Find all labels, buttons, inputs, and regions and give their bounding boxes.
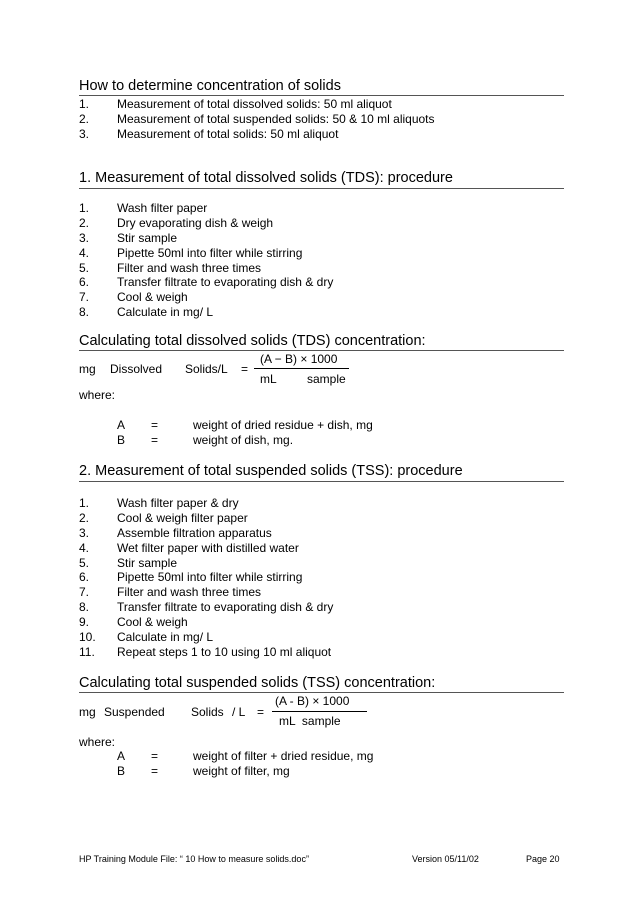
- list-item-text: Transfer filtrate to evaporating dish & dry: [117, 275, 334, 290]
- equation-term: Solids: [191, 705, 224, 719]
- equals-sign: =: [241, 362, 249, 376]
- list-item-number: 7.: [79, 585, 90, 600]
- list-item-text: Measurement of total suspended solids: 50 & 10 ml aliquots: [117, 111, 435, 126]
- equation-term: Suspended: [104, 705, 165, 719]
- variable-symbol: B: [117, 764, 126, 778]
- list-item-text: Wet filter paper with distilled water: [117, 540, 299, 555]
- list-item-number: 5.: [79, 260, 90, 275]
- equals-sign: =: [151, 418, 159, 432]
- list-item-number: 7.: [79, 290, 90, 305]
- footer-file: HP Training Module File: “ 10 How to measure solids.doc”: [79, 854, 309, 864]
- list-item-number: 10.: [79, 630, 96, 645]
- list-item-text: Calculate in mg/ L: [117, 305, 214, 320]
- title-rule: [79, 95, 564, 96]
- list-item-text: Dry evaporating dish & weigh: [117, 215, 274, 230]
- footer-page: Page 20: [526, 854, 560, 864]
- title-rule: [79, 481, 564, 482]
- fraction-denominator: mL sample: [279, 714, 341, 728]
- list-item-text: Calculate in mg/ L: [117, 630, 214, 645]
- list-item-text: Wash filter paper & dry: [117, 496, 239, 510]
- list-item-number: 11.: [79, 644, 95, 659]
- list-item-text: Pipette 50ml into filter while stirring: [117, 245, 303, 260]
- equation-term: / L: [232, 705, 246, 719]
- title-rule: [79, 350, 564, 351]
- fraction-denominator: mL: [260, 372, 277, 386]
- title-rule: [79, 692, 564, 693]
- list-item-number: 9.: [79, 615, 90, 630]
- list-item-text: Cool & weigh: [117, 615, 188, 630]
- list-item-number: 3.: [79, 230, 90, 245]
- tss-equation: [79, 694, 399, 734]
- list-item-text: Pipette 50ml into filter while stirring: [117, 570, 303, 585]
- list-item-number: 5.: [79, 555, 90, 570]
- equals-sign: =: [151, 433, 159, 447]
- list-item-text: Stir sample: [117, 230, 178, 245]
- list-item-text: Measurement of total solids: 50 ml aliquot: [117, 126, 339, 141]
- list-item-text: Assemble filtration apparatus: [117, 525, 272, 540]
- list-item-text: Measurement of total dissolved solids: 50 ml aliquot: [117, 97, 392, 111]
- where-label: where:: [79, 735, 116, 749]
- list-item-number: 8.: [79, 305, 90, 320]
- variable-symbol: A: [117, 418, 126, 432]
- list-item-text: Repeat steps 1 to 10 using 10 ml aliquot: [117, 644, 332, 659]
- list-item-text: Cool & weigh: [117, 290, 188, 305]
- equation-term: Dissolved: [110, 362, 163, 376]
- variable-description: weight of dish, mg.: [193, 433, 294, 447]
- section-title-tds-calc: Calculating total dissolved solids (TDS) concentration:: [79, 333, 426, 349]
- list-item-number: 1.: [79, 496, 90, 510]
- tss-definitions: [117, 749, 417, 779]
- variable-symbol: A: [117, 749, 126, 763]
- list-item-number: 2.: [79, 215, 90, 230]
- section-title-tss-calc: Calculating total suspended solids (TSS) concentration:: [79, 675, 436, 691]
- tds-definitions: [117, 418, 417, 448]
- list-item-text: Filter and wash three times: [117, 585, 262, 600]
- tds-equation: [79, 352, 379, 392]
- fraction-bar: [254, 368, 349, 369]
- fraction-denominator: sample: [307, 372, 346, 386]
- variable-definition: [117, 433, 417, 448]
- list-item-number: 4.: [79, 245, 90, 260]
- list-item-number: 6.: [79, 275, 90, 290]
- footer-version: Version 05/11/02: [412, 854, 479, 864]
- equation-term: Solids/L: [185, 362, 228, 376]
- list-item-text: Stir sample: [117, 555, 178, 570]
- list-item-number: 6.: [79, 570, 90, 585]
- list-item-number: 8.: [79, 600, 90, 615]
- variable-description: weight of filter + dried residue, mg: [193, 749, 374, 763]
- list-item-number: 1.: [79, 201, 90, 215]
- list-item-text: Wash filter paper: [117, 201, 208, 215]
- list-item-number: 3.: [79, 126, 90, 141]
- list-item-number: 4.: [79, 540, 90, 555]
- fraction-numerator: (A - B) × 1000: [275, 694, 350, 708]
- equals-sign: =: [151, 764, 159, 778]
- where-label: where:: [79, 388, 116, 402]
- variable-description: weight of dried residue + dish, mg: [193, 418, 373, 432]
- list-item-text: Cool & weigh filter paper: [117, 510, 248, 525]
- list-item-text: Filter and wash three times: [117, 260, 262, 275]
- list-item-number: 2.: [79, 111, 90, 126]
- title-rule: [79, 188, 564, 189]
- equation-term: mg: [79, 362, 96, 376]
- equals-sign: =: [151, 749, 159, 763]
- fraction-numerator: (A − B) × 1000: [260, 352, 338, 366]
- fraction-bar: [272, 711, 367, 712]
- list-item-number: 3.: [79, 525, 90, 540]
- variable-definition: [117, 764, 417, 779]
- equals-sign: =: [257, 705, 265, 719]
- section-title-intro: How to determine concentration of solids: [79, 78, 341, 94]
- variable-description: weight of filter, mg: [193, 764, 290, 778]
- equation-term: mg: [79, 705, 96, 719]
- variable-definition: [117, 418, 417, 433]
- variable-definition: [117, 749, 417, 764]
- variable-symbol: B: [117, 433, 126, 447]
- section-title-tds-procedure: 1. Measurement of total dissolved solids (TDS): procedure: [79, 170, 453, 186]
- list-item-text: Transfer filtrate to evaporating dish & dry: [117, 600, 334, 615]
- list-item-number: 2.: [79, 510, 90, 525]
- section-title-tss-procedure: 2. Measurement of total suspended solids (TSS): procedure: [79, 463, 463, 479]
- list-item-number: 1.: [79, 97, 90, 111]
